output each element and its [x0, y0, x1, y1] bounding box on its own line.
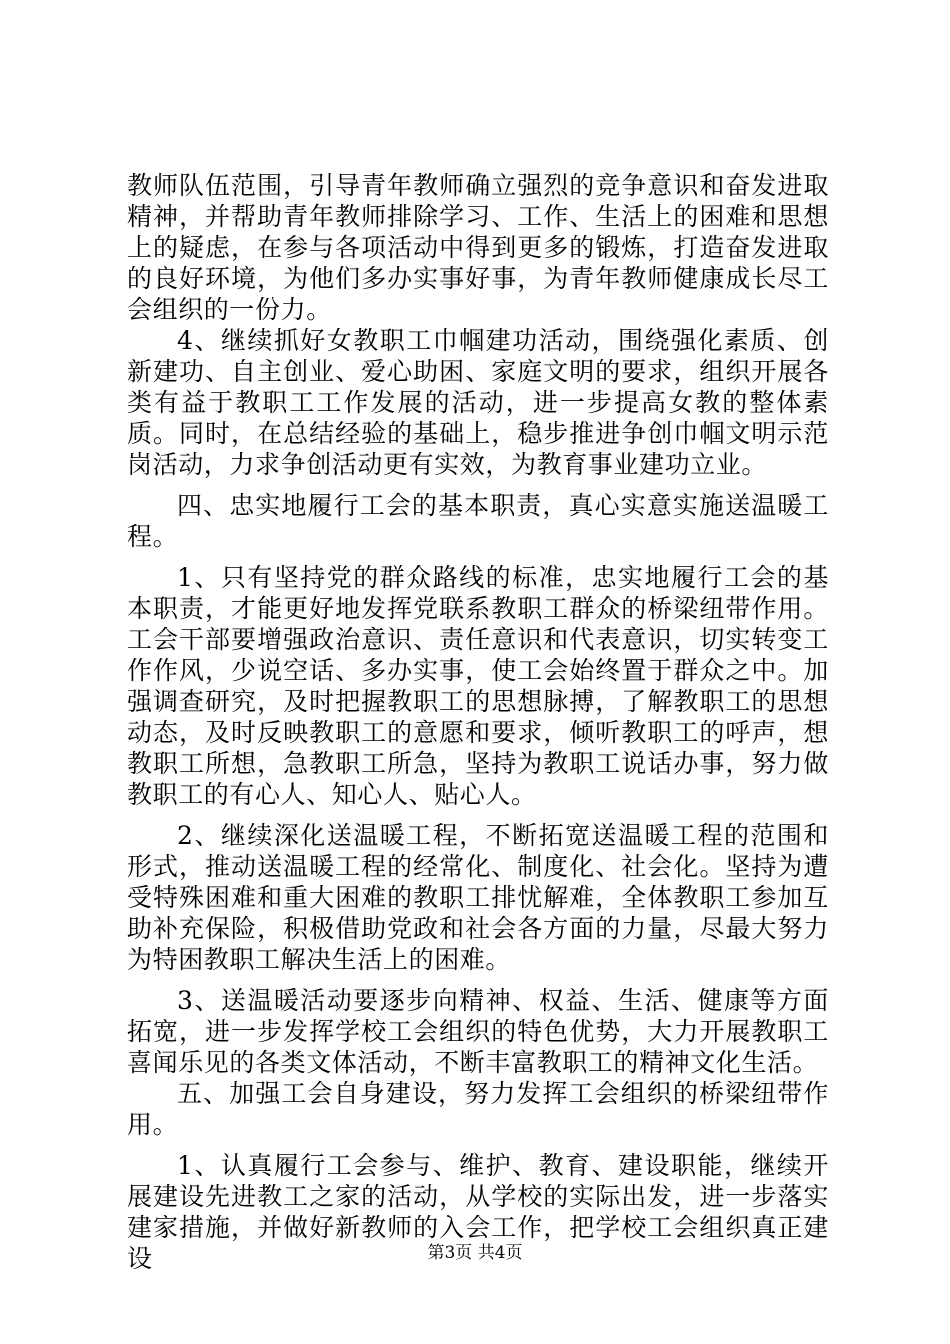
paragraph-youth-teachers-continued: 教师队伍范围，引导青年教师确立强烈的竞争意识和奋发进取精神，并帮助青年教师排除学习、工作、生活上的困难和思想上的疑虑，在参与各项活动中得到更多的锻炼，打造奋发进取的良好环境，为他们多办实事好事，为青年教师健康成长尽工会组织的一份力。: [127, 171, 829, 324]
document-body: [127, 170, 829, 1274]
paragraph-item-2-warmth-project: 2、继续深化送温暖工程，不断拓宽送温暖工程的范围和形式，推动送温暖工程的经常化、制度化、社会化。坚持为遭受特殊困难和重大困难的教职工排忧解难，全体教职工参加互助补充保险，积极借助党政和社会各方面的力量，尽最大努力为特困教职工解决生活上的困难。: [127, 821, 829, 974]
section-heading-five: 五、加强工会自身建设，努力发挥工会组织的桥梁纽带作用。: [127, 1079, 829, 1139]
page-number-footer: 第3页 共4页: [427, 1243, 523, 1263]
section-heading-four: 四、忠实地履行工会的基本职责，真心实意实施送温暖工程。: [127, 491, 829, 551]
paragraph-item-4-women-staff: 4、继续抓好女教职工巾帼建功活动，围绕强化素质、创新建功、自主创业、爱心助困、家庭文明的要求，组织开展各类有益于教职工工作发展的活动，进一步提高女教的整体素质。同时，在总结经验的基础上，稳步推进争创巾帼文明示范岗活动，力求争创活动更有实效，为教育事业建功立业。: [127, 326, 829, 479]
paragraph-item-1-mass-line: 1、只有坚持党的群众路线的标准，忠实地履行工会的基本职责，才能更好地发挥党联系教职工群众的桥梁纽带作用。工会干部要增强政治意识、责任意识和代表意识，切实转变工作作风，少说空话、多办实事，使工会始终置于群众之中。加强调查研究，及时把握教职工的思想脉搏，了解教职工的思想动态，及时反映教职工的意愿和要求，倾听教职工的呼声，想教职工所想，急教职工所急，坚持为教职工说话办事，努力做教职工的有心人、知心人、贴心人。: [127, 563, 829, 809]
paragraph-item-1-union-duties: 1、认真履行工会参与、维护、教育、建设职能，继续开展建设先进教工之家的活动，从学校的实际出发，进一步落实建家措施，并做好新教师的入会工作，把学校工会组织真正建设: [127, 1151, 829, 1273]
paragraph-item-3-warmth-activities: 3、送温暖活动要逐步向精神、权益、生活、健康等方面拓宽，进一步发挥学校工会组织的特色优势，大力开展教职工喜闻乐见的各类文体活动，不断丰富教职工的精神文化生活。: [127, 986, 829, 1077]
